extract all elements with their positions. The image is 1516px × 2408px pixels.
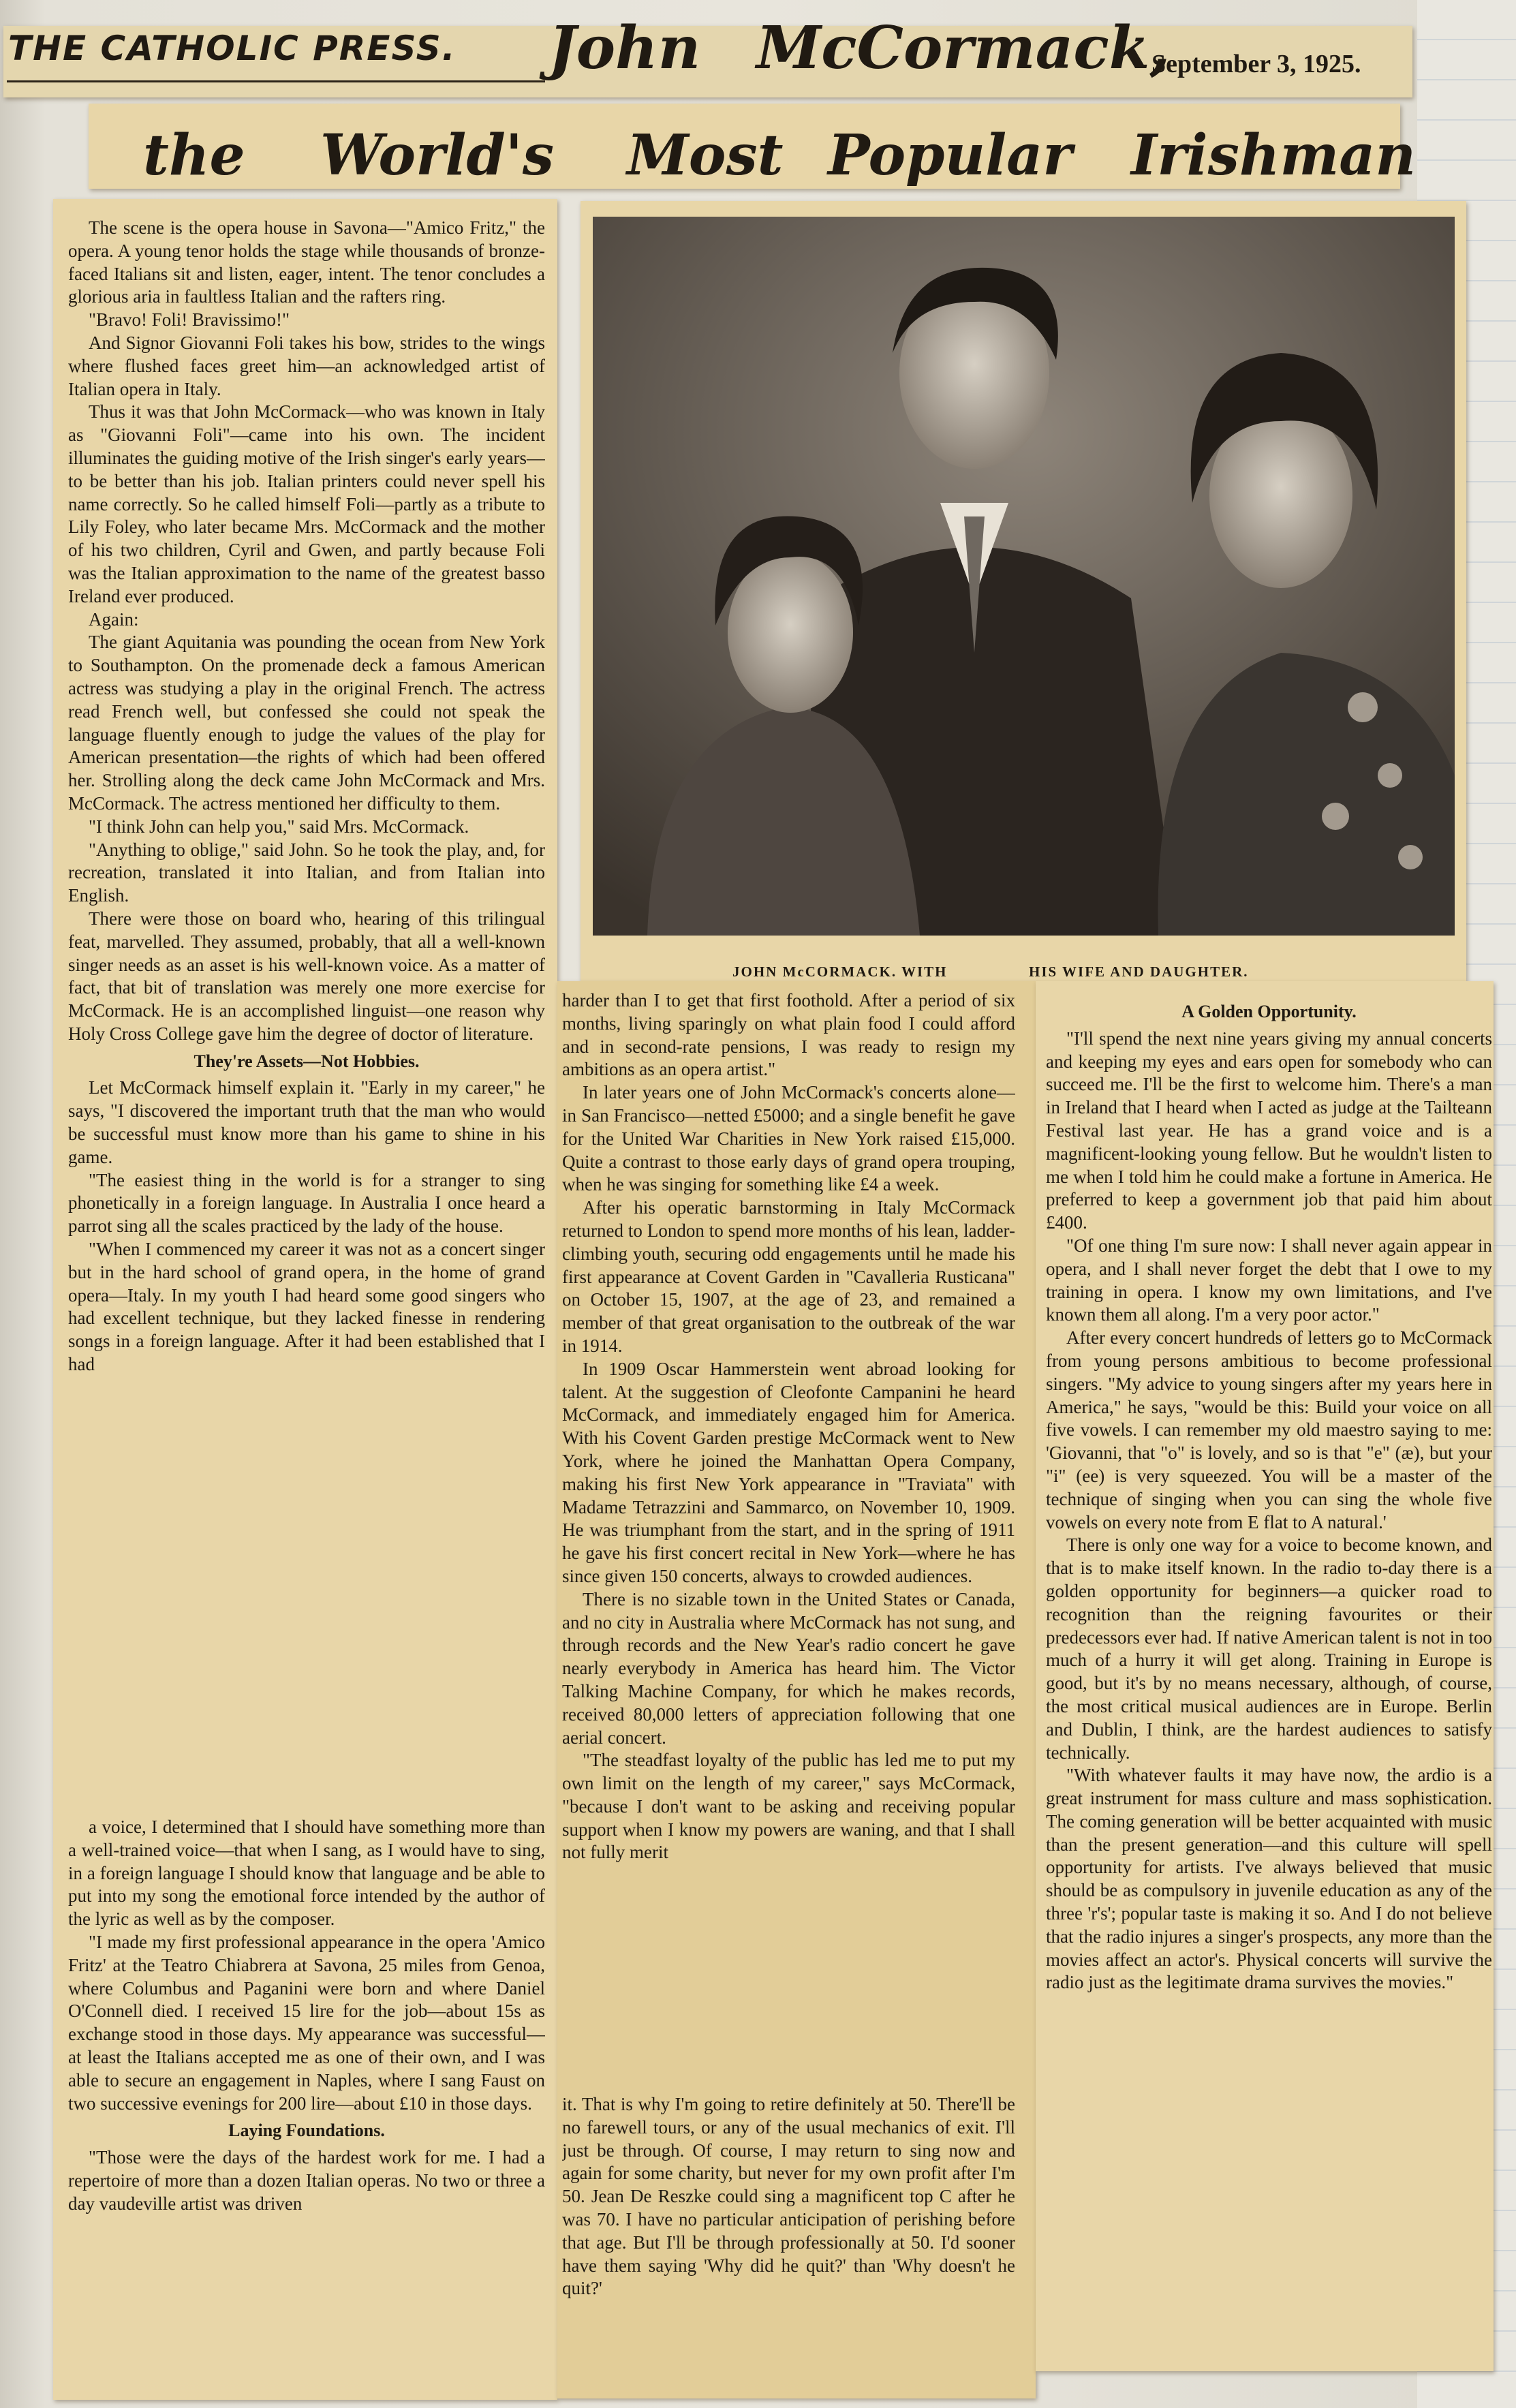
photo-caption-left: JOHN McCORMACK. WITH [732, 963, 948, 980]
paragraph: "Bravo! Foli! Bravissimo!" [89, 309, 290, 330]
paragraph: In 1909 Oscar Hammerstein went abroad looking for talent. At the suggestion of Cleofonte Campanini he heard McCormack, and immediately engaged him for America. With his Covent Garden prestige McCormack went to New York, where he joined the Manhattan Opera Company, making his first New York appearance in "Traviata" with Madame Tetrazzini and Sammarco, on November 10, 1909. He was triumphant from the start, and in the spring of 1911 he gave his first concert recital in New York—where he has since given 150 concerts, always to crowded audiences. [562, 1358, 1015, 1586]
paragraph: Let McCormack himself explain it. "Early in my career," he says, "I discovered the important truth that the man who would be successful must know more than his game to shine in his game. [68, 1077, 545, 1167]
subheading-golden: A Golden Opportunity. [1181, 1002, 1357, 1021]
paragraph: Thus it was that John McCormack—who was known in Italy as "Giovanni Foli"—came into his own. The incident illuminates the guiding motive of the Irish singer's early years—to be better than his job. Italian printers could never spell his name correctly. So he called himself Foli—partly as a tribute to Lily Foley, who later became Mrs. McCormack and the mother of his two children, Cyril and Gwen, and partly because Foli was the Italian approximation to the name of the greatest basso Ireland ever produced. [68, 401, 545, 606]
paragraph: After every concert hundreds of letters go to McCormack from young persons ambitious to become professional singers. "My advice to young singers after my years here in America," he says, "would be this: Build your voice on all five vowels. I can remember my old maestro saying to me: 'Giovanni, that "o" is lovely, and so is that "e" (æ), but your "i" (ee) is very squeezed. You will be a master of the technique of singing when you can sing the whole five vowels on every note from E flat to A natural.' [1046, 1327, 1492, 1532]
subheading-laying: Laying Foundations. [228, 2120, 385, 2141]
paragraph: "Anything to oblige," said John. So he took the play, and, for recreation, translated it into Italian, and from Italian into English. [68, 839, 545, 906]
masthead-rule [7, 80, 545, 82]
column-1-bottom [68, 1816, 545, 2398]
paragraph: "When I commenced my career it was not as a concert singer but in the hard school of grand opera, in the home of grand opera—Italy. In my youth I had heard some good singers who had excellent technique, but they lacked finesse in rendering songs in a foreign language. After it had been established that I had [68, 1239, 545, 1375]
daughter-face [728, 552, 853, 713]
paragraph: There is no sizable town in the United States or Canada, and no city in Australia where McCormack has not sung, and through records and the New Year's radio concert he gave nearly everybody in America has heard him. The Victor Talking Machine Company, for which he makes records, received 80,000 letters of appreciation following that one aerial concert. [562, 1588, 1015, 1748]
paragraph: "I think John can help you," said Mrs. McCormack. [89, 816, 469, 837]
headline-mccormack: McCormack, [756, 14, 1171, 82]
portrait-photo [593, 217, 1455, 936]
headline-most: Most [627, 123, 784, 188]
paragraph: The scene is the opera house in Savona—"Amico Fritz," the opera. A young tenor holds the stage while thousands of bronze-faced Italians sit and listen, eager, intent. The tenor concludes a glorious aria in faultless Italian and the rafters ring. [68, 217, 545, 307]
paragraph: There is only one way for a voice to become known, and that is to make itself known. In the radio to-day there is a golden opportunity for beginners—a quicker road to recognition than the reigning favourites or their predecessors ever had. If native American talent is not in too much of a hurry it will get along. Training in Europe is good, but it's by no means necessary, although, of course, the most critical musical audiences are in Europe. Berlin and Dublin, I think, are the hardest audiences to satisfy technically. [1046, 1534, 1492, 1763]
paragraph: Again: [89, 608, 139, 630]
headline-worlds: World's [320, 123, 555, 188]
paragraph: "With whatever faults it may have now, the ardio is a great instrument for mass culture and mass sophistication. The coming generation will be better acquainted with music than the present generation—and this culture will spell opportunity for artists. I've always believed that music should be as compulsory in juvenile education as any of the three 'r's'; popular taste is making it so. And I do not believe that the radio injures a singer's prospects, any more than the movies affect an actor's. Physical concerts will survive the radio just as the legitimate drama survives the movies." [1046, 1765, 1492, 1993]
paragraph: a voice, I determined that I should have something more than a well-trained voice—that when I sang, as I would have to sing, in a foreign language I should know that language and be able to put into my song the emotional force intended by the author of the lyric as well as by the composer. [68, 1817, 545, 1930]
paragraph: it. That is why I'm going to retire definitely at 50. There'll be no farewell tours, or any of the usual mechanics of exit. I'll just be through. Of course, I may return to sing now and again for some charity, but never for my own profit after I'm 50. Jean De Reszke could sing a magnificent top C after he was 70. I have no particular anticipation of perishing before that age. But I'll be through professionally at 50. I'd sooner have them saying 'Why did he quit?' than 'Why doesn't he quit?' [562, 2094, 1015, 2299]
publication-name: THE CATHOLIC PRESS. [8, 29, 457, 68]
paragraph: The giant Aquitania was pounding the ocean from New York to Southampton. On the promenade deck a famous American actress was studying a play in the original French. The actress read French well, but confessed she could not speak the language fluently enough to judge the values of the play for American presentation—the rights of which had been offered her. Strolling along the deck came John McCormack and Mrs. McCormack. The actress mentioned her difficulty to them. [68, 632, 545, 814]
issue-date: September 3, 1925. [1151, 50, 1361, 78]
paragraph: "I made my first professional appearance in the opera 'Amico Fritz' at the Teatro Chiabrera at Savona, 25 miles from Genoa, where Columbus and Paganini were born and where Daniel O'Connell died. I received 15 lire for the job—about 15s as exchange stood in those days. My appearance was successful—at least the Italians accepted me as one of their own, and I was able to secure an engagement in Naples, where I sang Faust on two successive evenings for 200 lire—about £10 in those days. [68, 1931, 545, 2114]
paragraph: "Of one thing I'm sure now: I shall never again appear in opera, and I shall never forget the debt that I owe to my training in opera. I know my own limitations, and I've known them all along. I'm a very poor actor." [1046, 1235, 1492, 1325]
column-3 [1046, 996, 1492, 2366]
headline-john: John [548, 14, 701, 82]
headline-popular: Popular [828, 123, 1072, 188]
paragraph: There were those on board who, hearing of this trilingual feat, marvelled. They assumed, probably, that all a well-known singer needs as an asset is his well-known voice. As a matter of fact, that bit of translation was merely one more exercise for McCormack. He is an accomplished linguist—one reason why Holy Cross College gave him the degree of doctor of literature. [68, 908, 545, 1044]
headline-irishman: Irishman [1131, 123, 1417, 188]
paragraph: After his operatic barnstorming in Italy McCormack returned to London to spend more months of his lean, ladder-climbing youth, securing odd engagements until he made his first appearance at Covent Garden in "Cavalleria Rusticana" on October 15, 1907, at the age of 23, and remained a member of that great organisation to the outbreak of the war in 1914. [562, 1197, 1015, 1356]
paragraph: In later years one of John McCormack's concerts alone—in San Francisco—netted £5000; and a single benefit he gave for the United War Charities in New York raised £15,000. Quite a contrast to those early days of grand opera trouping, when he was singing for something like £4 a week. [562, 1082, 1015, 1195]
paragraph: "I'll spend the next nine years giving my annual concerts and keeping my eyes and ears open for somebody who can succeed me. I'll be the first to welcome him. There's a man in Ireland that I heard when I acted as judge at the Tailteann Festival last year. He has a grand voice and is a magnificent-looking young fellow. But he wouldn't listen to me when I told him he could make a fortune in America. He preferred to keep a government job that paid him about £400. [1046, 1028, 1492, 1233]
paragraph: "The steadfast loyalty of the public has led me to put my own limit on the length of my career," says McCormack, "because I don't want to be asking and receiving popular support when I know my powers are waning, and that I shall not fully merit [562, 1750, 1015, 1863]
paragraph: "Those were the days of the hardest work for me. I had a repertoire of more than a dozen Italian operas. No two or three a day vaudeville artist was driven [68, 2147, 545, 2214]
paragraph: "The easiest thing in the world is for a stranger to sing phonetically in a foreign language. In Australia I once heard a parrot sing all the scales practiced by the lady of the house. [68, 1169, 545, 1237]
column-2-bottom [562, 2093, 1015, 2393]
photo-caption-right: HIS WIFE AND DAUGHTER. [1029, 963, 1249, 980]
column-2-top [562, 989, 1015, 2086]
paragraph: And Signor Giovanni Foli takes his bow, strides to the wings where flushed faces greet him—an acknowledged artist of Italian opera in Italy. [68, 332, 545, 399]
subheading-assets: They're Assets—Not Hobbies. [194, 1051, 420, 1071]
column-1-top [68, 217, 545, 1382]
headline-the: the [143, 123, 245, 188]
paragraph: harder than I to get that first foothold. After a period of six months, living sparingly on what plain food I could afford and in second-rate pensions, I was ready to resign my ambitions as an opera artist." [562, 990, 1015, 1080]
